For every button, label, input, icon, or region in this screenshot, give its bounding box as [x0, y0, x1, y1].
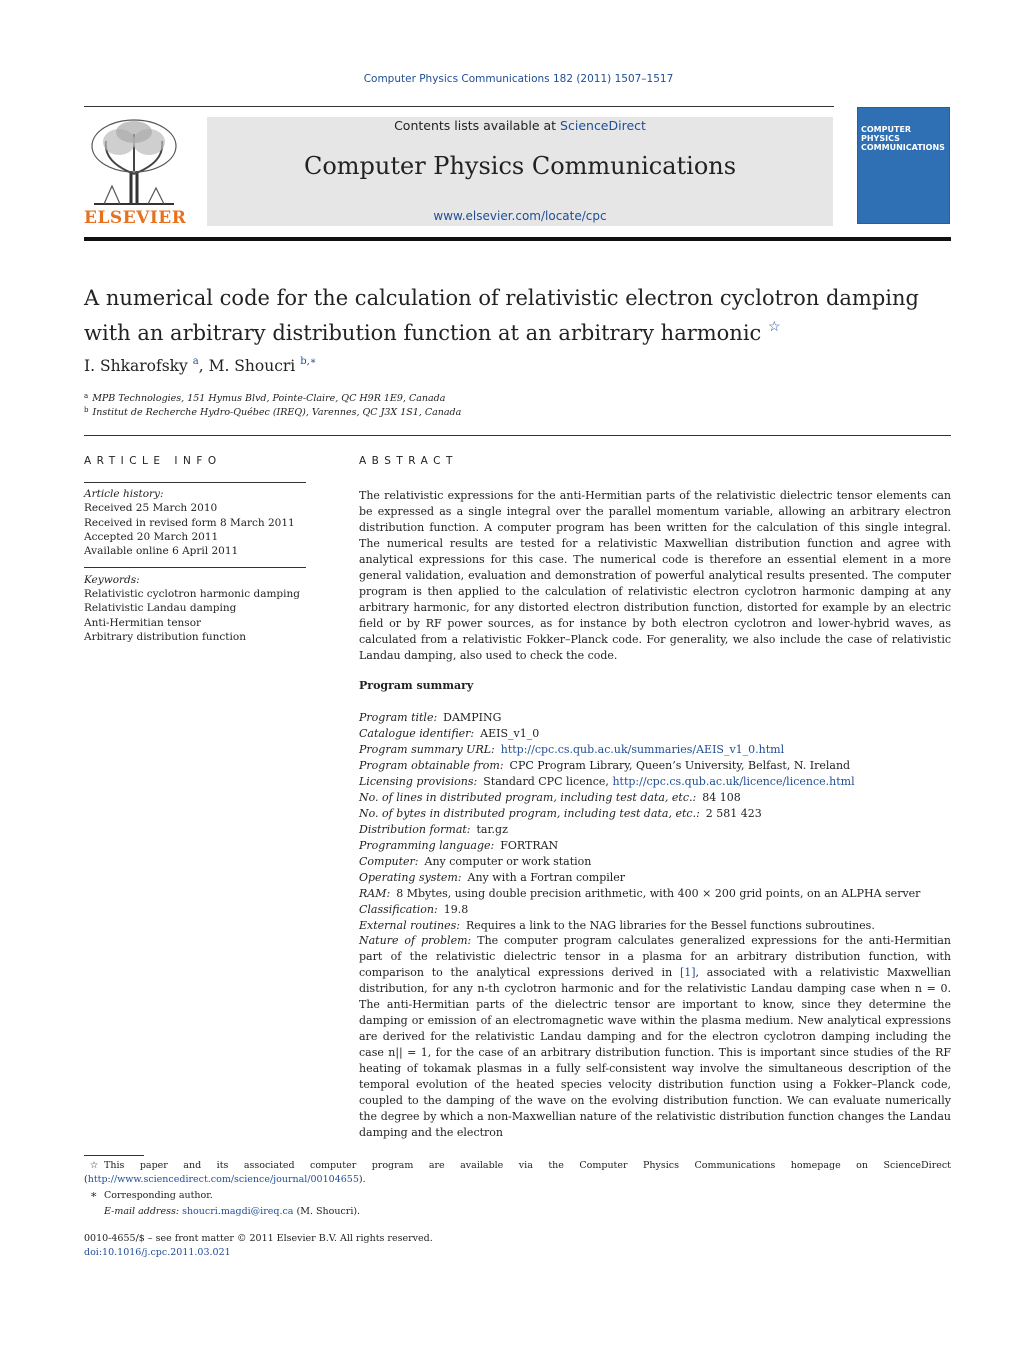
- field-label: Computer:: [359, 855, 419, 868]
- affiliation-a: [84, 392, 445, 404]
- summary-field: [359, 903, 468, 916]
- corresponding-mark: ∗: [90, 1188, 98, 1201]
- program-summary-url-link[interactable]: http://cpc.cs.qub.ac.uk/summaries/AEIS_v1_0.html: [500, 743, 785, 756]
- field-value: 2 581 423: [705, 807, 762, 820]
- affiliation-b: [84, 406, 461, 418]
- journal-url-link[interactable]: www.elsevier.com/locate/cpc: [433, 209, 607, 223]
- keywords-rule: [84, 567, 306, 568]
- field-label: Distribution format:: [359, 823, 471, 836]
- cover-title-line1: COMPUTER PHYSICS: [861, 125, 912, 143]
- contents-available: [207, 118, 833, 133]
- nature-text-part1: The computer program calculates generalized expressions for the anti-Hermitian part of the relativistic dielectric tensor in a plasma for an arbitrary distribution function, with comparison to the analytical expressions derived in: [359, 934, 951, 979]
- corresponding-author: Corresponding author.: [104, 1190, 213, 1201]
- affiliation-text: MPB Technologies, 151 Hymus Blvd, Pointe-Claire, QC H9R 1E9, Canada: [92, 393, 446, 404]
- summary-field: [359, 919, 875, 932]
- header-bottom-rule: [84, 237, 951, 241]
- field-value: Any computer or work station: [424, 855, 592, 868]
- keyword-item: Relativistic cyclotron harmonic damping: [84, 588, 300, 600]
- abstract-heading: ABSTRACT: [359, 455, 458, 467]
- contents-prefix: Contents lists available at: [394, 118, 557, 133]
- elsevier-wordmark: ELSEVIER: [84, 208, 187, 228]
- field-label: Classification:: [359, 903, 438, 916]
- footnote-star-mark: ☆: [89, 1160, 99, 1171]
- keywords-label: Keywords:: [84, 574, 140, 586]
- issn-copyright: 0010-4655/$ – see front matter © 2011 Elsevier B.V. All rights reserved.: [84, 1233, 433, 1244]
- cover-title-line2: COMMUNICATIONS: [861, 143, 945, 152]
- field-label: External routines:: [359, 919, 460, 932]
- keyword-item: Anti-Hermitian tensor: [84, 617, 202, 629]
- journal-citation[interactable]: Computer Physics Communications 182 (2011) 1507–1517: [363, 73, 674, 85]
- summary-field: [359, 791, 741, 804]
- program-summary-heading: Program summary: [359, 679, 474, 692]
- field-label: No. of bytes in distributed program, including test data, etc.:: [359, 807, 700, 820]
- licence-url-link[interactable]: http://cpc.cs.qub.ac.uk/licence/licence.html: [612, 775, 855, 788]
- field-label: Nature of problem:: [359, 934, 472, 947]
- email-label: E-mail address:: [104, 1206, 180, 1217]
- summary-field: [359, 743, 784, 756]
- summary-field: [359, 727, 539, 740]
- affiliation-text: Institut de Recherche Hydro-Québec (IREQ), Varennes, QC J3X 1S1, Canada: [92, 407, 462, 418]
- abstract-text: The relativistic expressions for the anti-Hermitian parts of the relativistic dielectric tensor elements can be expressed as a single integral over the parallel momentum variable, allowing an arbitrary electron distribution function. A computer program has been written for the calculation of this single integral. The numerical results are tested for a relativistic Maxwellian distribution function and agree with analytical expressions for this case. The numerical code is therefore an essential element in a more general validation, evaluation and demonstration of powerful analytical results presented. The computer program is then applied to the calculation of relativistic electron cyclotron harmonic damping at any arbitrary harmonic, for any distorted electron distribution function, distorted for example by an electric field or by RF power sources, as for instance by both electron cyclotron and lower-hybrid waves, as calculated from a relativistic Fokker–Planck code. For generality, we also include the case of relativistic Landau damping, also used to check the code.: [359, 489, 951, 662]
- article-title-text: A numerical code for the calculation of relativistic electron cyclotron damping with an arbitrary distribution function at an arbitrary harmonic: [84, 286, 919, 345]
- footnote-text: This paper and its associated computer program are available via the Computer Physics Communications homepage on ScienceDirect (: [84, 1160, 951, 1185]
- author-affiliation-mark[interactable]: a: [192, 356, 199, 367]
- history-label: Article history:: [84, 488, 164, 500]
- article-info-rule: [84, 482, 306, 483]
- field-label: Program obtainable from:: [359, 759, 504, 772]
- footnote-rule: [84, 1155, 144, 1156]
- field-value: DAMPING: [443, 711, 502, 724]
- field-value: tar.gz: [476, 823, 508, 836]
- field-value: Standard CPC licence,: [483, 775, 609, 788]
- field-value: FORTRAN: [500, 839, 559, 852]
- summary-field: [359, 855, 591, 868]
- history-item: Available online 6 April 2011: [84, 545, 239, 557]
- article-info-heading: ARTICLE INFO: [84, 455, 222, 467]
- summary-field: [359, 759, 850, 772]
- field-label: Licensing provisions:: [359, 775, 478, 788]
- field-value: CPC Program Library, Queen’s University, Belfast, N. Ireland: [509, 759, 851, 772]
- reference-link[interactable]: [1]: [679, 966, 696, 979]
- field-label: Program summary URL:: [359, 743, 495, 756]
- author-list: [84, 356, 317, 375]
- field-value: 8 Mbytes, using double precision arithmetic, with 400 × 200 grid points, on an ALPHA server: [396, 887, 921, 900]
- email-owner: (M. Shoucri).: [296, 1206, 361, 1217]
- author-separator: ,: [198, 357, 204, 375]
- summary-field: [359, 887, 920, 900]
- sciencedirect-journal-link[interactable]: http://www.sciencedirect.com/science/journal/00104655: [87, 1174, 359, 1185]
- summary-field: [359, 839, 558, 852]
- journal-title: Computer Physics Communications: [303, 152, 737, 180]
- field-label: No. of lines in distributed program, including test data, etc.:: [359, 791, 697, 804]
- title-footnote-star[interactable]: ☆: [768, 319, 781, 335]
- affiliation-mark: a: [84, 392, 89, 400]
- title-footnote: [84, 1159, 951, 1187]
- field-label: Catalogue identifier:: [359, 727, 475, 740]
- field-value: AEIS_v1_0: [480, 727, 540, 740]
- article-title: [84, 284, 954, 348]
- field-value: Any with a Fortran compiler: [467, 871, 626, 884]
- field-label: Programming language:: [359, 839, 495, 852]
- field-value: 84 108: [702, 791, 741, 804]
- header-top-rule: [84, 106, 834, 107]
- field-value: 19.8: [443, 903, 469, 916]
- summary-field: [359, 823, 508, 836]
- nature-of-problem: [359, 933, 951, 1141]
- nature-text-part2: , associated with a relativistic Maxwellian distribution, for any n-th cyclotron harmonic and for the relativistic Landau damping case when n = 0. The anti-Hermitian parts of the dielectric tensor are important to know, since they determine the damping or emission of an electromagnetic wave within the plasma medium. New analytical expressions are derived for the relativistic Landau damping and for the electron cyclotron damping including the case n|| = 1, for the case of an arbitrary distribution function. This is important since studies of the RF heating of tokamak plasmas in a fully self-consistent way involve the simultaneous description of the temporal evolution of the heated species velocity distribution function using a Fokker–Planck code, coupled to the damping of the wave on the evolving distribution function. We can evaluate numerically the degree by which a non-Maxwellian nature of the relativistic distribution function changes the Landau damping and the electron: [359, 966, 951, 1139]
- author-name: I. Shkarofsky: [84, 357, 188, 375]
- affiliation-mark: b: [84, 406, 89, 414]
- summary-field: [359, 775, 855, 788]
- section-divider: [84, 435, 951, 436]
- sciencedirect-link[interactable]: ScienceDirect: [560, 118, 646, 133]
- history-item: Received in revised form 8 March 2011: [84, 517, 295, 529]
- keyword-item: Relativistic Landau damping: [84, 602, 237, 614]
- field-value: Requires a link to the NAG libraries for the Bessel functions subroutines.: [465, 919, 875, 932]
- field-label: Program title:: [359, 711, 438, 724]
- author-affiliation-mark[interactable]: b,∗: [300, 356, 317, 367]
- doi-link[interactable]: doi:10.1016/j.cpc.2011.03.021: [84, 1247, 231, 1258]
- summary-field: [359, 871, 625, 884]
- email-line: [104, 1206, 360, 1217]
- email-link[interactable]: shoucri.magdi@ireq.ca: [182, 1206, 294, 1217]
- keyword-item: Arbitrary distribution function: [84, 631, 246, 643]
- author-name: M. Shoucri: [208, 357, 296, 375]
- cover-title: [861, 125, 949, 152]
- summary-field: [359, 711, 501, 724]
- field-label: Operating system:: [359, 871, 462, 884]
- field-label: RAM:: [359, 887, 391, 900]
- history-item: Accepted 20 March 2011: [84, 531, 219, 543]
- summary-field: [359, 807, 762, 820]
- footnote-end: ).: [358, 1174, 366, 1185]
- history-item: Received 25 March 2010: [84, 502, 218, 514]
